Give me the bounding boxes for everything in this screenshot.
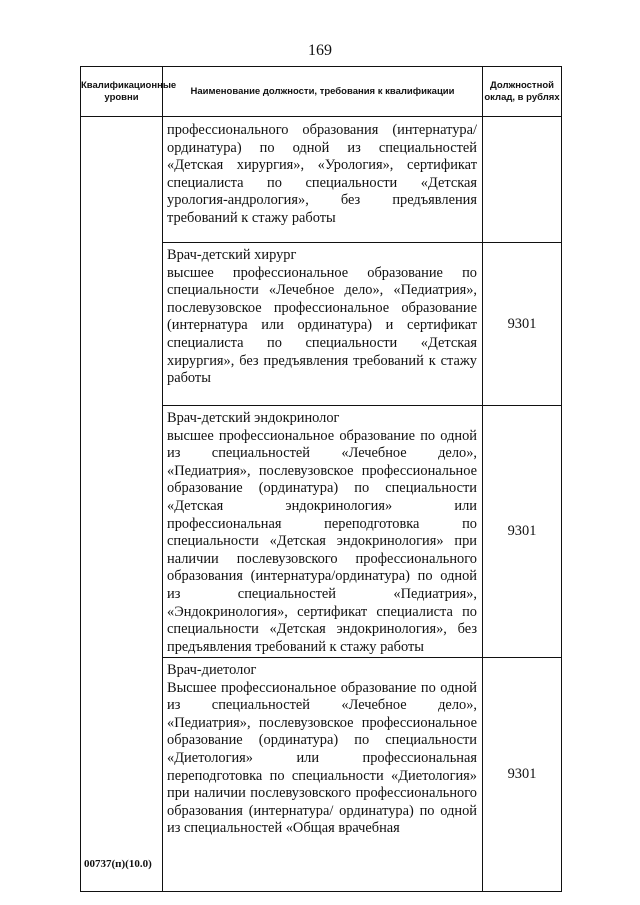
qualification-level-cell: [81, 117, 163, 892]
position-cell: [163, 658, 483, 892]
header-qualification-levels: Квалификационные уровни: [81, 67, 163, 117]
position-title: Врач-детский эндокринолог: [167, 410, 340, 426]
position-title: Врач-диетолог: [167, 662, 257, 678]
salary-cell: [483, 117, 562, 243]
table-header-row: [81, 67, 562, 117]
position-description: профессионального образования (интернатура/ординатура) по одной из специальностей «Детская хирургия», «Урология», сертификат специалиста по специальности «Детская урология-андрология», без предъявления требований к стажу работы: [167, 122, 477, 226]
position-cell: [163, 406, 483, 658]
position-cell: [163, 117, 483, 243]
table-row: [81, 117, 562, 243]
document-code: 00737(п)(10.0): [84, 858, 152, 870]
header-position-requirements: Наименование должности, требования к квалификации: [163, 67, 483, 117]
position-cell: [163, 243, 483, 406]
salary-cell: 9301: [483, 658, 562, 892]
qualification-table: [80, 66, 562, 892]
salary-cell: 9301: [483, 243, 562, 406]
header-salary: Должностной оклад, в рублях: [483, 67, 562, 117]
position-description: высшее профессиональное образование по одной из специальностей «Лечебное дело», «Педиатрия», послевузовское профессиональное образование (ординатура) по специальности «Детская эндокринология» или профессиональная переподготовка по специальности «Детская эндокринология» при наличии послевузовского профессионального образования (интернатура/ординатура) по одной из специальностей «Педиатрия», «Эндокринология», сертификат специалиста по специальности «Детская эндокринология», без предъявления требований к стажу работы: [167, 427, 477, 655]
salary-cell: 9301: [483, 406, 562, 658]
position-title: Врач-детский хирург: [167, 247, 297, 263]
position-description: Высшее профессиональное образование по одной из специальностей «Лечебное дело», «Педиатрия», послевузовское профессиональное образование (ординатура) по специальности «Диетология» или профессиональная переподготовка по специальности «Диетология» при наличии послевузовского профессионального образования (интернатура/ ординатура) по одной из специальностей «Общая врачебная: [167, 679, 477, 837]
page-number: 169: [308, 42, 332, 59]
position-description: высшее профессиональное образование по специальности «Лечебное дело», «Педиатрия», послевузовское профессиональное образование (интернатура или ординатура) и сертификат специалиста по специальности «Детская хирургия», без предъявления требований к стажу работы: [167, 264, 477, 387]
